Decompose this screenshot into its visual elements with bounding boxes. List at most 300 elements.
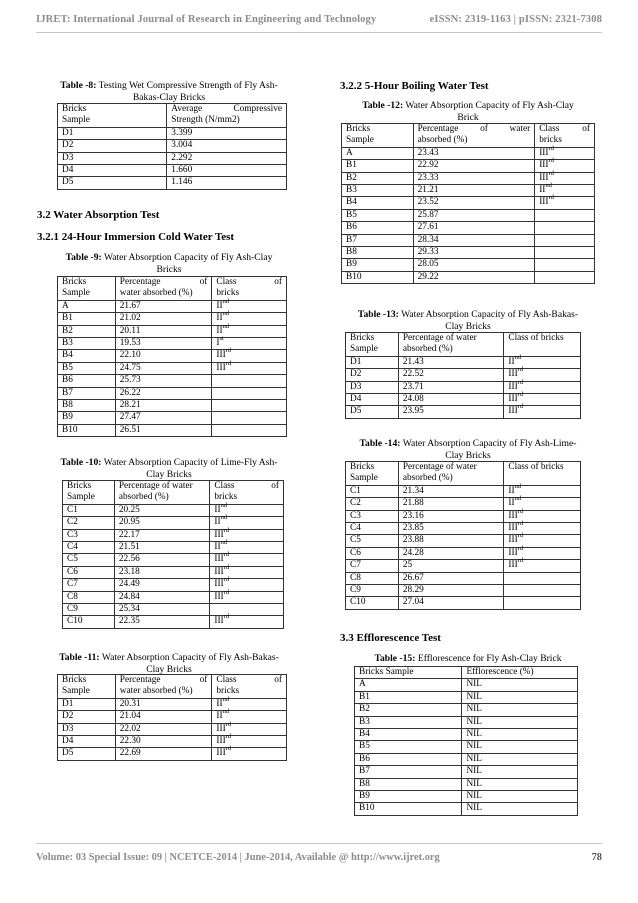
value-cell: 1.146 bbox=[167, 177, 287, 189]
class-cell bbox=[504, 507, 581, 522]
caption-text: Testing Wet Compressive Strength of Fly Ash- bbox=[96, 80, 278, 91]
sample-cell: D2 bbox=[58, 711, 116, 723]
class-cell bbox=[212, 424, 287, 436]
value-cell: 23.95 bbox=[398, 406, 504, 418]
table-11-caption bbox=[38, 652, 300, 675]
class-roman: II bbox=[216, 698, 223, 709]
sample-cell: D2 bbox=[58, 140, 167, 152]
table-row bbox=[63, 604, 284, 616]
table-12 bbox=[341, 123, 595, 284]
sample-cell: D1 bbox=[346, 356, 399, 368]
issn-info: eISSN: 2319-1163 | pISSN: 2321-7308 bbox=[429, 14, 602, 25]
running-footer bbox=[36, 852, 602, 863]
value-cell: 22.56 bbox=[114, 554, 210, 566]
caption-text-line2: Bricks bbox=[156, 263, 182, 275]
table-row bbox=[58, 350, 287, 362]
header-cell: Class of bricks bbox=[210, 481, 284, 505]
sample-cell: D3 bbox=[58, 723, 116, 735]
value-cell: 21.21 bbox=[413, 185, 535, 197]
value-cell: 25.73 bbox=[115, 375, 212, 387]
table-row bbox=[346, 597, 581, 609]
value-cell: 26.22 bbox=[115, 387, 212, 399]
table-row bbox=[355, 729, 578, 741]
sample-cell: B6 bbox=[355, 753, 462, 765]
table-row bbox=[342, 172, 595, 184]
table-row bbox=[63, 542, 284, 554]
journal-title: IJRET: International Journal of Research in Engineering and Technology bbox=[36, 14, 377, 25]
table-row bbox=[346, 369, 581, 381]
value-cell: 3.399 bbox=[167, 127, 287, 139]
table-13-caption bbox=[337, 309, 599, 332]
caption-label: Table -12: bbox=[362, 100, 404, 111]
sample-cell: B2 bbox=[342, 172, 414, 184]
value-cell: 21.67 bbox=[115, 300, 212, 312]
sample-cell: C2 bbox=[346, 498, 399, 510]
class-cell bbox=[535, 247, 595, 259]
value-cell: 25.34 bbox=[114, 604, 210, 616]
class-ordinal: nd bbox=[545, 182, 552, 190]
class-cell bbox=[535, 271, 595, 283]
class-roman: III bbox=[508, 535, 518, 546]
class-roman: II bbox=[508, 356, 515, 367]
value-cell: 22.92 bbox=[413, 160, 535, 172]
value-cell: 27.04 bbox=[398, 597, 504, 609]
class-cell bbox=[212, 387, 287, 399]
sample-cell: A bbox=[355, 679, 462, 691]
sample-cell: B10 bbox=[58, 424, 116, 436]
value-cell: 28.05 bbox=[413, 259, 535, 271]
class-cell bbox=[504, 572, 581, 584]
caption-text: Water Absorption Capacity of Fly Ash-Clay bbox=[101, 252, 273, 263]
table-row bbox=[58, 127, 287, 139]
sample-cell: B4 bbox=[58, 350, 116, 362]
class-ordinal: nd bbox=[514, 482, 522, 490]
class-cell bbox=[504, 378, 581, 393]
caption-text: Water Absorption Capacity of Fly Ash-Bakas- bbox=[99, 652, 279, 663]
value-cell: NIL bbox=[462, 778, 578, 790]
class-ordinal: rd bbox=[225, 720, 232, 728]
value-cell: 21.34 bbox=[398, 485, 504, 497]
value-cell: 23.52 bbox=[413, 197, 535, 209]
class-cell bbox=[504, 353, 581, 368]
table-row bbox=[355, 753, 578, 765]
caption-text: Water Absorption Capacity of Fly Ash-Bakas- bbox=[398, 309, 579, 320]
sample-cell: B7 bbox=[342, 234, 414, 246]
class-ordinal: nd bbox=[222, 708, 230, 716]
table-row bbox=[346, 523, 581, 535]
header-cell: Average Compressive Strength (N/mm2) bbox=[167, 104, 287, 128]
class-ordinal: nd bbox=[220, 539, 228, 547]
class-cell bbox=[535, 259, 595, 271]
table-row bbox=[342, 160, 595, 172]
sample-cell: D4 bbox=[58, 736, 116, 748]
sample-cell: B5 bbox=[58, 362, 116, 374]
sample-cell: B5 bbox=[355, 741, 462, 753]
header-cell: Percentage of water absorbed (%) bbox=[413, 124, 535, 148]
class-cell bbox=[210, 551, 284, 566]
sample-cell: C1 bbox=[346, 485, 399, 497]
sample-cell: C5 bbox=[63, 554, 115, 566]
caption-label: Table -15: bbox=[374, 653, 416, 664]
value-cell: 24.49 bbox=[114, 579, 210, 591]
table-header-row bbox=[58, 675, 287, 699]
class-cell bbox=[212, 745, 287, 760]
header-cell: Percentage of water absorbed (%) bbox=[114, 481, 210, 505]
table-row bbox=[355, 803, 578, 815]
caption-text-line2: Clay Bricks bbox=[146, 663, 192, 675]
value-cell: NIL bbox=[462, 691, 578, 703]
value-cell: 23.71 bbox=[398, 381, 504, 393]
caption-text-line2: Brick bbox=[457, 111, 479, 123]
sample-cell: D1 bbox=[58, 127, 167, 139]
sample-cell: C2 bbox=[63, 517, 115, 529]
sample-cell: D5 bbox=[58, 748, 116, 760]
sample-cell: B1 bbox=[58, 313, 116, 325]
table-row bbox=[342, 271, 595, 283]
value-cell: NIL bbox=[462, 753, 578, 765]
value-cell: 20.31 bbox=[115, 698, 212, 710]
value-cell: 23.18 bbox=[114, 566, 210, 578]
table-row bbox=[58, 338, 287, 350]
class-ordinal: rd bbox=[225, 745, 232, 753]
table-row bbox=[58, 152, 287, 164]
sample-cell: B1 bbox=[355, 691, 462, 703]
class-ordinal: rd bbox=[517, 557, 524, 565]
value-cell: 25 bbox=[398, 560, 504, 572]
value-cell: 22.02 bbox=[115, 723, 212, 735]
sample-cell: C1 bbox=[63, 504, 115, 516]
table-row bbox=[58, 698, 287, 710]
caption-label: Table -10: bbox=[60, 457, 102, 468]
value-cell: 19.53 bbox=[115, 338, 212, 350]
caption-label: Table -8: bbox=[60, 80, 97, 91]
table-15-caption bbox=[337, 653, 599, 665]
header-cell: Percentage of water absorbed (%) bbox=[398, 462, 504, 486]
table-row bbox=[346, 585, 581, 597]
table-row bbox=[63, 504, 284, 516]
table-row bbox=[58, 177, 287, 189]
table-row bbox=[346, 498, 581, 510]
table-row bbox=[342, 185, 595, 197]
sample-cell: B6 bbox=[342, 222, 414, 234]
sample-cell: C9 bbox=[63, 604, 115, 616]
value-cell: NIL bbox=[462, 741, 578, 753]
sample-cell: B8 bbox=[355, 778, 462, 790]
table-header-row bbox=[58, 104, 287, 128]
value-cell: 23.88 bbox=[398, 535, 504, 547]
sample-cell: B4 bbox=[355, 729, 462, 741]
class-cell bbox=[210, 576, 284, 591]
sample-cell: C7 bbox=[346, 560, 399, 572]
sample-cell: B2 bbox=[58, 325, 116, 337]
page-number: 78 bbox=[591, 852, 602, 863]
class-roman: III bbox=[216, 736, 226, 747]
table-row bbox=[63, 517, 284, 529]
value-cell: 29.33 bbox=[413, 247, 535, 259]
sample-cell: B10 bbox=[355, 803, 462, 815]
sample-cell: D3 bbox=[346, 381, 399, 393]
table-row bbox=[346, 572, 581, 584]
caption-text-line2: Bakas-Clay Bricks bbox=[132, 91, 206, 103]
class-ordinal: rd bbox=[223, 526, 230, 534]
table-row bbox=[58, 723, 287, 735]
class-roman: III bbox=[508, 560, 518, 571]
class-cell bbox=[210, 563, 284, 578]
footer-divider bbox=[36, 843, 602, 844]
class-cell bbox=[535, 209, 595, 221]
class-roman: III bbox=[214, 529, 224, 540]
sample-cell: C6 bbox=[63, 566, 115, 578]
caption-label: Table -9: bbox=[65, 252, 102, 263]
sample-cell: B3 bbox=[355, 716, 462, 728]
sample-cell: B3 bbox=[342, 185, 414, 197]
class-roman: I bbox=[216, 338, 220, 349]
class-cell bbox=[212, 347, 287, 362]
caption-label: Table -11: bbox=[59, 652, 100, 663]
table-row bbox=[342, 222, 595, 234]
sample-cell: C4 bbox=[346, 523, 399, 535]
value-cell: 21.43 bbox=[398, 356, 504, 368]
table-row bbox=[355, 741, 578, 753]
value-cell: NIL bbox=[462, 716, 578, 728]
class-cell bbox=[212, 400, 287, 412]
value-cell: NIL bbox=[462, 704, 578, 716]
sample-cell: B2 bbox=[355, 704, 462, 716]
header-cell: Bricks Sample bbox=[355, 667, 462, 679]
table-row bbox=[58, 736, 287, 748]
sample-cell: B10 bbox=[342, 271, 414, 283]
class-roman: III bbox=[216, 748, 226, 759]
value-cell: 21.02 bbox=[115, 313, 212, 325]
class-roman: II bbox=[508, 498, 515, 509]
table-row bbox=[346, 381, 581, 393]
sample-cell: A bbox=[58, 300, 116, 312]
class-cell bbox=[212, 375, 287, 387]
caption-label: Table -14: bbox=[359, 438, 401, 449]
class-ordinal: nd bbox=[222, 310, 230, 318]
sample-cell: D5 bbox=[58, 177, 167, 189]
header-cell: Bricks Sample bbox=[58, 277, 116, 301]
class-roman: II bbox=[214, 542, 221, 553]
sample-cell: B8 bbox=[342, 247, 414, 259]
table-row bbox=[58, 711, 287, 723]
sample-cell: B5 bbox=[342, 209, 414, 221]
table-row bbox=[58, 412, 287, 424]
class-ordinal: rd bbox=[548, 157, 554, 165]
table-row bbox=[355, 716, 578, 728]
header-cell: Class of bricks bbox=[535, 124, 595, 148]
table-header-row bbox=[355, 667, 578, 679]
class-ordinal: nd bbox=[222, 297, 230, 305]
header-cell: Bricks Sample bbox=[342, 124, 414, 148]
class-cell bbox=[504, 366, 581, 381]
class-roman: II bbox=[214, 504, 221, 515]
table-header-row bbox=[342, 124, 595, 148]
table-row bbox=[342, 147, 595, 159]
value-cell: 25.87 bbox=[413, 209, 535, 221]
table-10 bbox=[62, 480, 284, 629]
value-cell: 22.52 bbox=[398, 369, 504, 381]
table-row bbox=[58, 362, 287, 374]
class-roman: III bbox=[508, 523, 518, 534]
value-cell: 24.08 bbox=[398, 394, 504, 406]
value-cell: 23.33 bbox=[413, 172, 535, 184]
class-ordinal: nd bbox=[514, 353, 522, 361]
value-cell: 28.21 bbox=[115, 400, 212, 412]
sample-cell: C3 bbox=[346, 510, 399, 522]
class-cell bbox=[210, 514, 284, 529]
value-cell: NIL bbox=[462, 803, 578, 815]
table-12-caption bbox=[337, 100, 599, 123]
class-ordinal: rd bbox=[517, 520, 524, 528]
class-ordinal: rd bbox=[517, 544, 524, 552]
value-cell: 22.69 bbox=[115, 748, 212, 760]
class-ordinal: rd bbox=[517, 366, 524, 374]
value-cell: 20.25 bbox=[114, 504, 210, 516]
sample-cell: A bbox=[342, 147, 414, 159]
sample-cell: B8 bbox=[58, 400, 116, 412]
value-cell: 22.10 bbox=[115, 350, 212, 362]
sample-cell: C9 bbox=[346, 585, 399, 597]
value-cell: 20.11 bbox=[115, 325, 212, 337]
sample-cell: D5 bbox=[346, 406, 399, 418]
header-cell: Bricks Sample bbox=[58, 104, 167, 128]
caption-label: Table -13: bbox=[357, 309, 399, 320]
value-cell: 23.16 bbox=[398, 510, 504, 522]
header-cell: Class of bricks bbox=[504, 462, 581, 486]
table-row bbox=[58, 387, 287, 399]
caption-text-line2: Clay Bricks bbox=[146, 468, 192, 480]
sample-cell: D2 bbox=[346, 369, 399, 381]
table-row bbox=[58, 313, 287, 325]
class-ordinal: rd bbox=[517, 391, 524, 399]
class-roman: III bbox=[216, 350, 226, 361]
value-cell: 24.84 bbox=[114, 591, 210, 603]
table-8-caption bbox=[38, 80, 300, 103]
sample-cell: C10 bbox=[346, 597, 399, 609]
class-ordinal: rd bbox=[225, 347, 232, 355]
class-cell bbox=[535, 222, 595, 234]
class-cell bbox=[210, 604, 284, 616]
table-row bbox=[63, 566, 284, 578]
table-row bbox=[342, 247, 595, 259]
class-roman: III bbox=[508, 547, 518, 558]
value-cell: 21.51 bbox=[114, 542, 210, 554]
header-cell: Bricks Sample bbox=[346, 462, 399, 486]
table-row bbox=[58, 300, 287, 312]
table-row bbox=[346, 356, 581, 368]
class-ordinal: rd bbox=[223, 563, 230, 571]
table-row bbox=[58, 325, 287, 337]
class-ordinal: rd bbox=[223, 551, 230, 559]
sample-cell: C8 bbox=[346, 572, 399, 584]
class-ordinal: rd bbox=[548, 169, 554, 177]
sample-cell: D3 bbox=[58, 152, 167, 164]
section-heading-3-3: 3.3 Efflorescence Test bbox=[340, 632, 441, 644]
class-cell bbox=[504, 557, 581, 572]
class-ordinal: rd bbox=[223, 588, 230, 596]
class-cell bbox=[212, 720, 287, 735]
header-cell: Bricks Sample bbox=[63, 481, 115, 505]
sample-cell: D4 bbox=[58, 165, 167, 177]
value-cell: 22.17 bbox=[114, 529, 210, 541]
class-ordinal: nd bbox=[222, 695, 230, 703]
table-row bbox=[63, 591, 284, 603]
header-cell: Efflorescence (%) bbox=[462, 667, 578, 679]
table-row bbox=[58, 375, 287, 387]
table-row bbox=[63, 616, 284, 628]
value-cell: NIL bbox=[462, 766, 578, 778]
value-cell: 23.85 bbox=[398, 523, 504, 535]
table-13 bbox=[345, 332, 581, 419]
class-cell bbox=[535, 169, 595, 184]
header-cell: Class of bricks bbox=[504, 333, 581, 357]
table-15 bbox=[354, 666, 578, 816]
sample-cell: C3 bbox=[63, 529, 115, 541]
sample-cell: B7 bbox=[355, 766, 462, 778]
caption-text: Efflorescence for Fly Ash-Clay Brick bbox=[415, 653, 562, 664]
value-cell: 28.29 bbox=[398, 585, 504, 597]
sample-cell: B9 bbox=[355, 791, 462, 803]
class-cell bbox=[535, 194, 595, 209]
table-row bbox=[355, 766, 578, 778]
header-divider bbox=[36, 32, 602, 33]
value-cell: NIL bbox=[462, 791, 578, 803]
table-9 bbox=[57, 276, 287, 437]
class-cell bbox=[212, 708, 287, 723]
caption-text-line2: Clay Bricks bbox=[445, 449, 491, 461]
sample-cell: B4 bbox=[342, 197, 414, 209]
table-14-caption bbox=[337, 438, 599, 461]
caption-text: Water Absorption Capacity of Fly Ash-Lime- bbox=[400, 438, 577, 449]
class-cell bbox=[212, 359, 287, 374]
footer-text: Volume: 03 Special Issue: 09 | NCETCE-2014 | June-2014, Available @ http://www.ijret.org bbox=[36, 852, 440, 863]
table-row bbox=[58, 140, 287, 152]
sample-cell: C5 bbox=[346, 535, 399, 547]
table-row bbox=[58, 748, 287, 760]
sample-cell: C10 bbox=[63, 616, 115, 628]
class-cell bbox=[535, 182, 595, 197]
class-ordinal: rd bbox=[517, 403, 524, 411]
value-cell: NIL bbox=[462, 679, 578, 691]
class-roman: III bbox=[216, 723, 226, 734]
class-cell bbox=[535, 144, 595, 159]
table-row bbox=[355, 791, 578, 803]
table-header-row bbox=[58, 277, 287, 301]
value-cell: NIL bbox=[462, 729, 578, 741]
value-cell: 1.660 bbox=[167, 165, 287, 177]
class-ordinal: st bbox=[219, 335, 224, 343]
class-roman: II bbox=[216, 325, 223, 336]
table-row bbox=[346, 535, 581, 547]
sample-cell: C7 bbox=[63, 579, 115, 591]
table-14 bbox=[345, 461, 581, 610]
class-cell bbox=[535, 157, 595, 172]
header-cell: Class of bricks bbox=[212, 675, 287, 699]
header-cell: Percentage of water absorbed (%) bbox=[398, 333, 504, 357]
section-heading-3-2-1: 3.2.1 24-Hour Immersion Cold Water Test bbox=[37, 231, 235, 243]
value-cell: 2.292 bbox=[167, 152, 287, 164]
table-row bbox=[346, 485, 581, 497]
table-9-caption bbox=[38, 252, 300, 275]
table-row bbox=[342, 259, 595, 271]
sample-cell: B9 bbox=[58, 412, 116, 424]
class-roman: III bbox=[508, 510, 518, 521]
class-roman: III bbox=[508, 369, 518, 380]
class-roman: II bbox=[508, 485, 515, 496]
table-row bbox=[342, 234, 595, 246]
table-row bbox=[355, 691, 578, 703]
